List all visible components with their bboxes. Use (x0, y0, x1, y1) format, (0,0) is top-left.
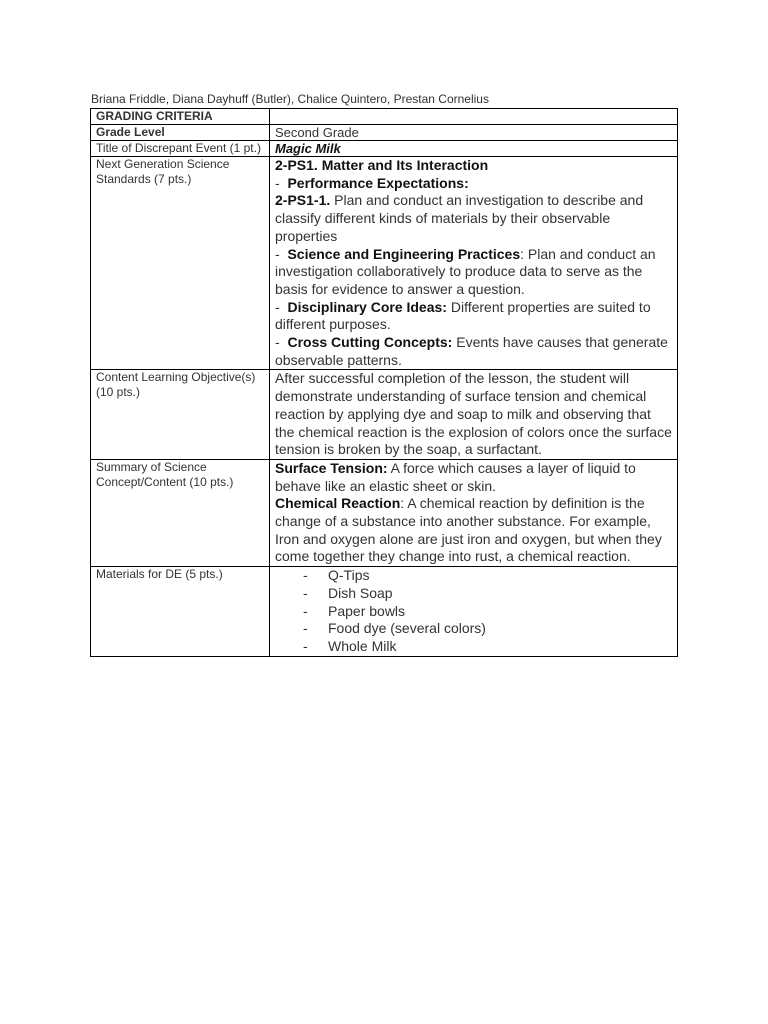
dci-text: Different properties are suited to different purposes. (275, 298, 651, 333)
objective-row (91, 370, 678, 460)
dci-label: Disciplinary Core Ideas: (287, 298, 447, 315)
surface-tension-label: Surface Tension: (275, 459, 388, 476)
ccc-label: Cross Cutting Concepts: (287, 334, 453, 351)
empty-header-cell (270, 109, 678, 125)
title-label: Title of Discrepant Event (1 pt.) (91, 141, 270, 157)
dci-line: - Disciplinary Core Ideas: Different properties are suited to different purposes. (275, 298, 651, 333)
list-item: - Paper bowls (300, 603, 672, 621)
surface-tension-paragraph (275, 460, 672, 495)
table-header-row (91, 109, 678, 125)
chemical-reaction-paragraph (275, 495, 672, 566)
summary-row (91, 459, 678, 566)
performance-expectations-line: - Performance Expectations: (275, 174, 469, 191)
ccc-text: Events have causes that generate observable patterns. (275, 334, 668, 368)
grade-level-value: Second Grade (270, 125, 678, 141)
list-item: - Q-Tips (300, 567, 672, 585)
summary-label: Summary of Science Concept/Content (10 pts.) (91, 459, 270, 566)
standards-cell (270, 157, 678, 370)
discrepant-event-title: Magic Milk (275, 141, 341, 156)
grade-level-label: Grade Level (91, 125, 270, 141)
objective-label: Content Learning Objective(s) (10 pts.) (91, 370, 270, 460)
title-value-cell (270, 141, 678, 157)
pe-code-text (275, 192, 672, 245)
chemical-reaction-text: : A chemical reaction by definition is the change of a substance into another substance. For example, Iron and oxygen alone are just iron and oxygen, but when they come together they change into rust, a chemical reaction. (275, 495, 662, 565)
materials-label: Materials for DE (5 pts.) (91, 567, 270, 657)
objective-text: After successful completion of the lesson, the student will demonstrate understanding of surface tension and chemical reaction by applying dye and soap to milk and observing that the chemical reaction is the explosion of colors once the surface tension is broken by the soap, a surfactant. (270, 370, 678, 460)
performance-expectations-label: Performance Expectations: (287, 174, 469, 191)
list-item: - Dish Soap (300, 585, 672, 603)
standards-row (91, 157, 678, 370)
grading-criteria-table (90, 108, 678, 657)
standards-label: Next Generation Science Standards (7 pts.) (91, 157, 270, 370)
materials-cell (270, 567, 678, 657)
title-row (91, 141, 678, 157)
sep-line: - Science and Engineering Practices: Plan and conduct an investigation collaboratively to produce data to serve as the basis for evidence to answer a question. (275, 245, 656, 297)
sep-label: Science and Engineering Practices (287, 245, 521, 262)
chemical-reaction-label: Chemical Reaction (275, 495, 401, 512)
list-item: - Food dye (several colors) (300, 620, 672, 638)
list-item: - Whole Milk (300, 638, 672, 656)
summary-cell (270, 459, 678, 566)
pe-code: 2-PS1-1. (275, 192, 331, 209)
surface-tension-text: A force which causes a layer of liquid to behave like an elastic sheet or skin. (275, 459, 636, 494)
authors-line: Briana Friddle, Diana Dayhuff (Butler), Chalice Quintero, Prestan Cornelius (91, 92, 489, 106)
materials-row (91, 567, 678, 657)
materials-list (275, 567, 672, 656)
grade-level-row (91, 125, 678, 141)
standards-heading: 2-PS1. Matter and Its Interaction (275, 157, 489, 173)
ccc-line: - Cross Cutting Concepts: Events have causes that generate observable patterns. (275, 334, 668, 368)
pe-text: Plan and conduct an investigation to describe and classify different kinds of materials by their observable properties (275, 192, 644, 244)
sep-text: : Plan and conduct an investigation collaboratively to produce data to serve as the basis for evidence to answer a question. (275, 245, 656, 297)
grading-criteria-heading: GRADING CRITERIA (91, 109, 270, 125)
